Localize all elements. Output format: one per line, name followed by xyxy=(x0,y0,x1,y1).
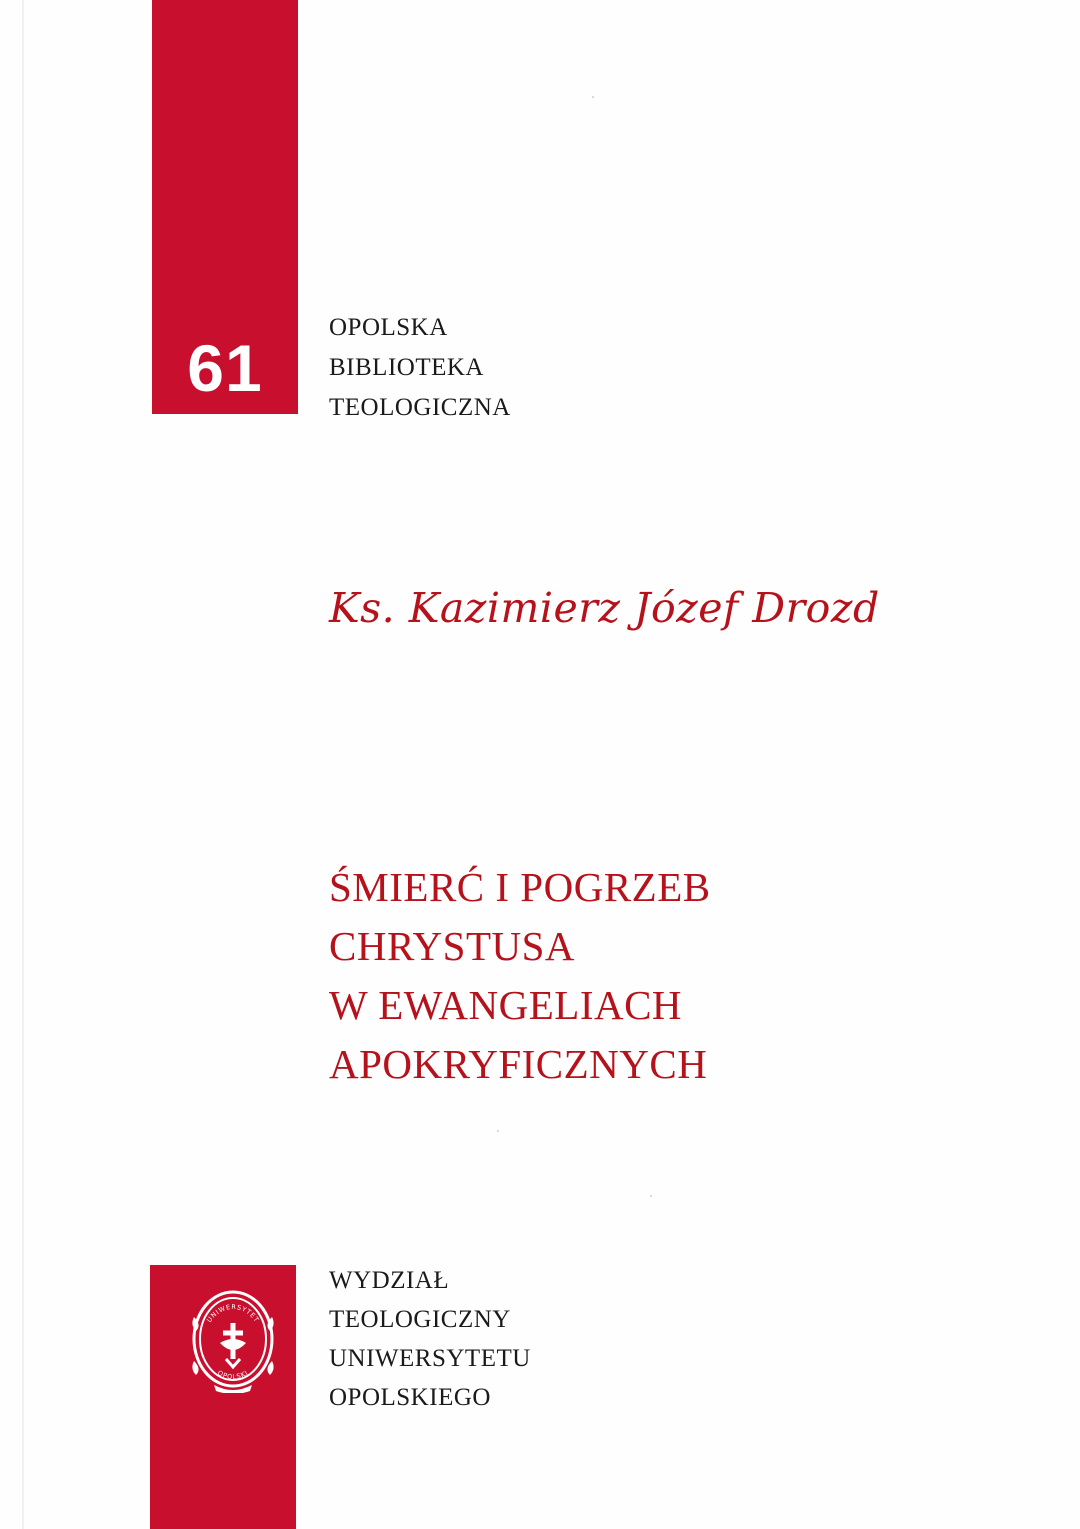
book-title-line: APOKRYFICZNYCH xyxy=(329,1041,708,1087)
series-number: 61 xyxy=(187,331,263,405)
svg-text:UNIWERSYTET: UNIWERSYTET xyxy=(205,1302,261,1324)
university-seal-icon xyxy=(190,1287,276,1393)
svg-text:OPOLSKI: OPOLSKI xyxy=(216,1368,250,1382)
cover-edge-line xyxy=(22,0,24,1529)
series-name-line: OPOLSKA xyxy=(329,314,448,341)
publisher-line: UNIWERSYTETU xyxy=(329,1345,531,1372)
series-name-line: BIBLIOTEKA xyxy=(329,354,484,381)
publisher-name xyxy=(329,1261,531,1417)
publisher-line: TEOLOGICZNY xyxy=(329,1306,511,1333)
book-title-line: ŚMIERĆ I POGRZEB xyxy=(329,864,711,910)
author-name: Ks. Kazimierz Józef Drozd xyxy=(329,584,880,632)
series-name-line: TEOLOGICZNA xyxy=(329,394,511,421)
publisher-line: WYDZIAŁ xyxy=(329,1267,450,1294)
paper-speck xyxy=(592,96,594,98)
book-title xyxy=(329,858,711,1094)
paper-speck xyxy=(497,1130,499,1132)
book-title-line: CHRYSTUSA xyxy=(329,923,576,969)
series-name xyxy=(329,308,511,428)
book-title-line: W EWANGELIACH xyxy=(329,982,683,1028)
publisher-line: OPOLSKIEGO xyxy=(329,1384,491,1411)
paper-speck xyxy=(650,1195,652,1197)
